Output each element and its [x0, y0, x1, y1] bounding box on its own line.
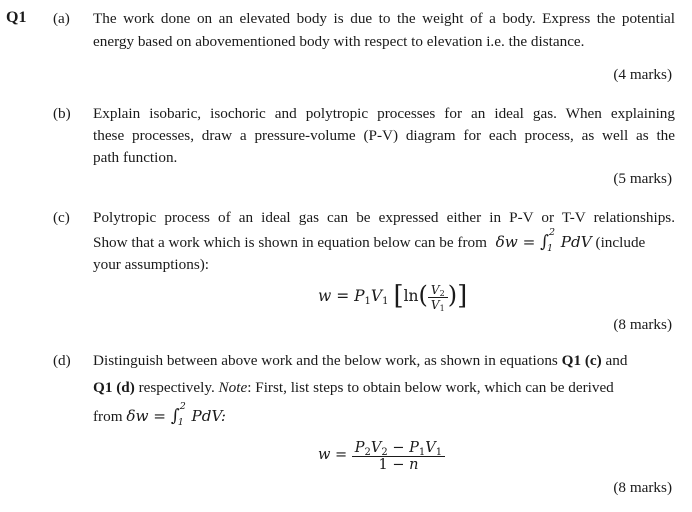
- part-d-ref-d: Q1 (d): [93, 379, 135, 396]
- part-d-line-2: [93, 379, 614, 397]
- part-d-equation: w = $\frac{P_2V_2 - P_1V_1}{1 - n}$: [318, 440, 445, 473]
- part-c-line-3: your assumptions):: [93, 256, 210, 273]
- part-b-line-2: these processes, draw a pressure-volume (P-V) diagram for each process, as well as the: [93, 127, 675, 144]
- part-d-note: Note: [218, 379, 248, 396]
- part-b-marks: (5 marks): [613, 170, 672, 187]
- part-d-inline-integral: δw = ∫ 2 1 PdV:: [126, 401, 227, 428]
- part-a-marks: (4 marks): [613, 66, 672, 83]
- part-a-line-2: energy based on abovementioned body with respect to elevation i.e. the distance.: [93, 33, 585, 50]
- part-d-line-3: [93, 401, 227, 428]
- part-d-note-text: : First, list steps to obtain below work, which can be derived: [247, 379, 614, 396]
- part-d-label: (d): [53, 352, 71, 369]
- part-b-line-1: Explain isobaric, isochoric and polytropic processes for an ideal gas. When explaining: [93, 105, 675, 122]
- part-b-label: (b): [53, 105, 71, 122]
- part-c-marks: (8 marks): [613, 316, 672, 333]
- part-c-equation: w = P1V1 [ln( $\frac{V2}{V1}$ )]: [318, 281, 468, 313]
- part-d-ref-c: Q1 (c): [561, 352, 602, 369]
- part-c-label: (c): [53, 209, 70, 226]
- part-d-line-1: [93, 352, 627, 370]
- part-c-line-2-text: Show that a work which is shown in equation below can be from: [93, 234, 487, 251]
- part-a-label: (a): [53, 10, 70, 27]
- part-a-line-1: The work done on an elevated body is due to the weight of a body. Express the potential: [93, 10, 675, 27]
- part-c-inline-integral: δw = ∫ 2 1 PdV: [490, 227, 592, 254]
- part-d-respectively: respectively.: [138, 379, 215, 396]
- part-c-line-1: Polytropic process of an ideal gas can be expressed either in P-V or T-V relationships.: [93, 209, 675, 226]
- part-b-line-3: path function.: [93, 149, 178, 166]
- part-c-line-2-end: (include: [595, 234, 646, 251]
- part-d-and: and: [605, 352, 628, 369]
- part-d-line-1-text: Distinguish between above work and the below work, as shown in equations: [93, 352, 558, 369]
- part-d-marks: (8 marks): [613, 479, 672, 496]
- question-number: Q1: [6, 9, 27, 26]
- part-d-from: from: [93, 408, 123, 425]
- part-c-line-2: [93, 227, 646, 254]
